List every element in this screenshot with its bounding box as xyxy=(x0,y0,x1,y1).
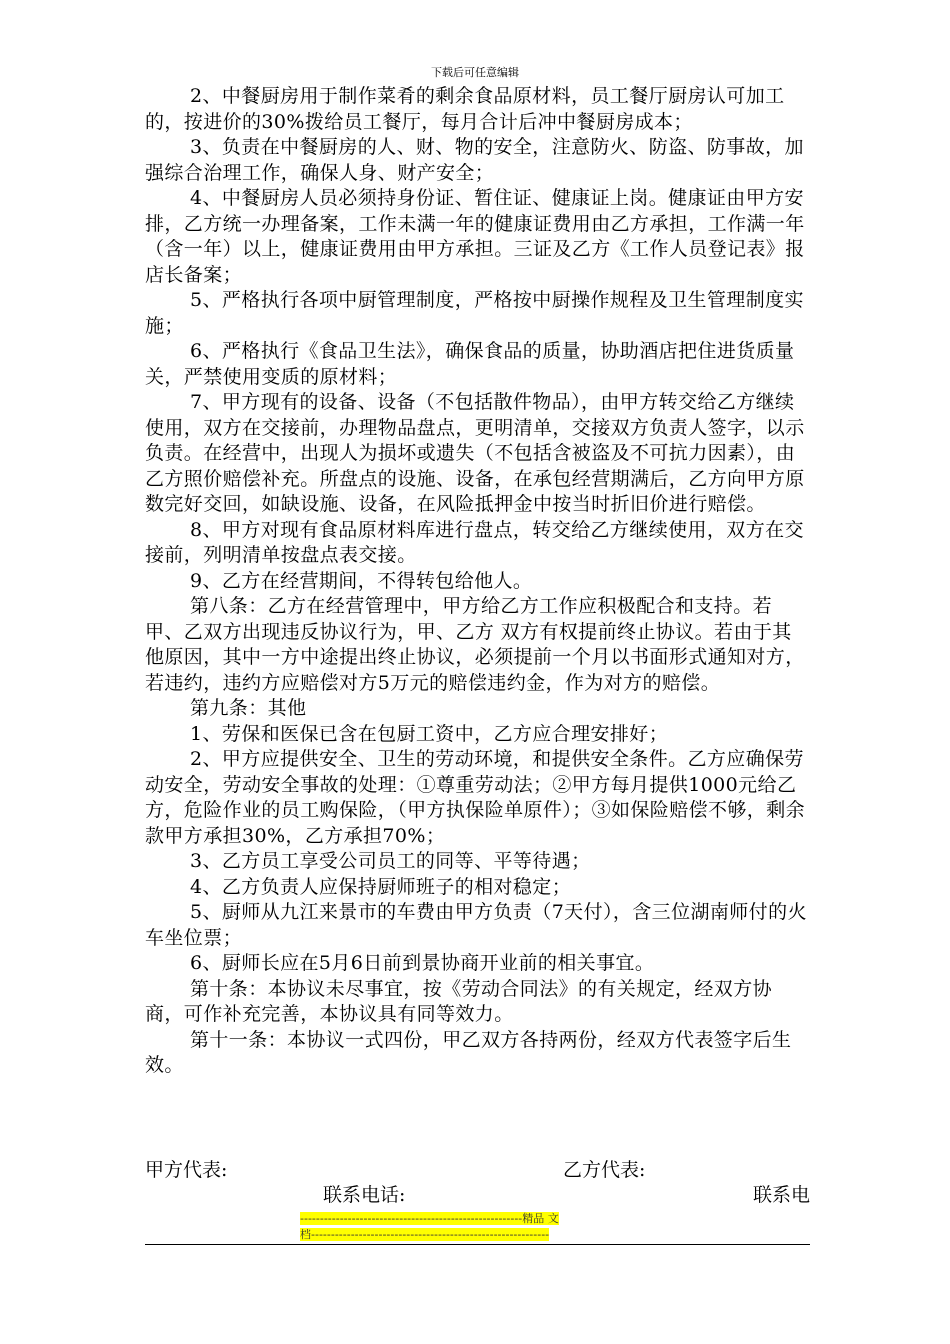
page-header: 下载后可任意编辑 xyxy=(431,66,519,79)
clause-paragraph: 3、乙方员工享受公司员工的同等、平等待遇； xyxy=(190,850,591,872)
article-paragraph: 第十条：本协议未尽事宜，按《劳动合同法》的有关规定，经双方协商，可作补充完善，本协议具有同等效力。 xyxy=(145,977,773,1025)
clause-paragraph: 2、甲方应提供安全、卫生的劳动环境，和提供安全条件。乙方应确保劳动安全，劳动安全事故的处理：①尊重劳动法；②甲方每月提供1000元给乙方，危险作业的员工购保险，（甲方执保险单原件）；③如保险赔偿不够，剩余款甲方承担30%，乙方承担70%； xyxy=(145,748,806,847)
clause-paragraph: 5、严格执行各项中厨管理制度，严格按中厨操作规程及卫生管理制度实施； xyxy=(145,289,804,337)
clause-paragraph: 3、负责在中餐厨房的人、财、物的安全，注意防火、防盗、防事故，加强综合治理工作，确保人身、财产安全； xyxy=(145,136,804,184)
clause-paragraph: 8、甲方对现有食品原材料库进行盘点，转交给乙方继续使用，双方在交接前，列明清单按盘点表交接。 xyxy=(145,518,804,566)
footer-note xyxy=(300,1211,650,1243)
footer-note-line: --------------------------------------------------------精品 文 xyxy=(300,1212,559,1225)
article-heading: 第九条：其他 xyxy=(190,697,307,719)
footer-note-line: 档------------------------------------------------------------ xyxy=(300,1228,550,1241)
clause-paragraph: 5、厨师从九江来景市的车费由甲方负责（7天付），含三位湖南师付的火车坐位票； xyxy=(145,901,807,949)
footer-divider xyxy=(145,1244,810,1245)
party-b-phone-label: 联系电 xyxy=(752,1184,810,1206)
clause-paragraph: 2、中餐厨房用于制作菜肴的剩余食品原材料，员工餐厅厨房认可加工的，按进价的30%拨给员工餐厅，每月合计后冲中餐厨房成本； xyxy=(145,85,785,133)
clause-paragraph: 6、厨师长应在5月6日前到景协商开业前的相关事宜。 xyxy=(190,952,655,974)
clause-paragraph: 6、严格执行《食品卫生法》，确保食品的质量，协助酒店把住进货质量关，严禁使用变质的原材料； xyxy=(145,340,795,388)
clause-paragraph: 1、劳保和医保已含在包厨工资中，乙方应合理安排好； xyxy=(190,722,669,745)
party-a-phone-label: 联系电话: xyxy=(323,1184,406,1206)
clause-paragraph: 4、中餐厨房人员必须持身份证、暂住证、健康证上岗。健康证由甲方安排，乙方统一办理备案，工作未满一年的健康证费用由乙方承担，工作满一年（含一年）以上，健康证费用由甲方承担。三证及乙方《工作人员登记表》报店长备案； xyxy=(145,187,805,286)
clause-paragraph: 4、乙方负责人应保持厨师班子的相对稳定； xyxy=(190,875,572,898)
document-body xyxy=(145,84,810,1079)
clause-paragraph: 7、甲方现有的设备、设备（不包括散件物品），由甲方转交给乙方继续使用，双方在交接前，办理物品盘点，更明清单，交接双方负责人签字，以示负责。在经营中，出现人为损坏或遗失（不包括含被盗及不可抗力因素），由乙方照价赔偿补充。所盘点的设施、设备，在承包经营期满后，乙方向甲方原数完好交回，如缺设施、设备，在风险抵押金中按当时折旧价进行赔偿。 xyxy=(145,391,805,515)
party-a-rep-label: 甲方代表: xyxy=(145,1159,228,1181)
clause-paragraph: 9、乙方在经营期间，不得转包给他人。 xyxy=(190,569,533,592)
article-paragraph: 第十一条：本协议一式四份，甲乙双方各持两份，经双方代表签字后生效。 xyxy=(145,1028,792,1076)
article-paragraph: 第八条：乙方在经营管理中，甲方给乙方工作应积极配合和支持。若甲、乙双方出现违反协议行为，甲、乙方 双方有权提前终止协议。若由于其他原因，其中一方中途提出终止协议，必须提前一个月以书面形式通知对方，若违约，违约方应赔偿对方5万元的赔偿违约金，作为对方的赔偿。 xyxy=(145,595,805,694)
party-b-rep-label: 乙方代表: xyxy=(563,1159,646,1181)
